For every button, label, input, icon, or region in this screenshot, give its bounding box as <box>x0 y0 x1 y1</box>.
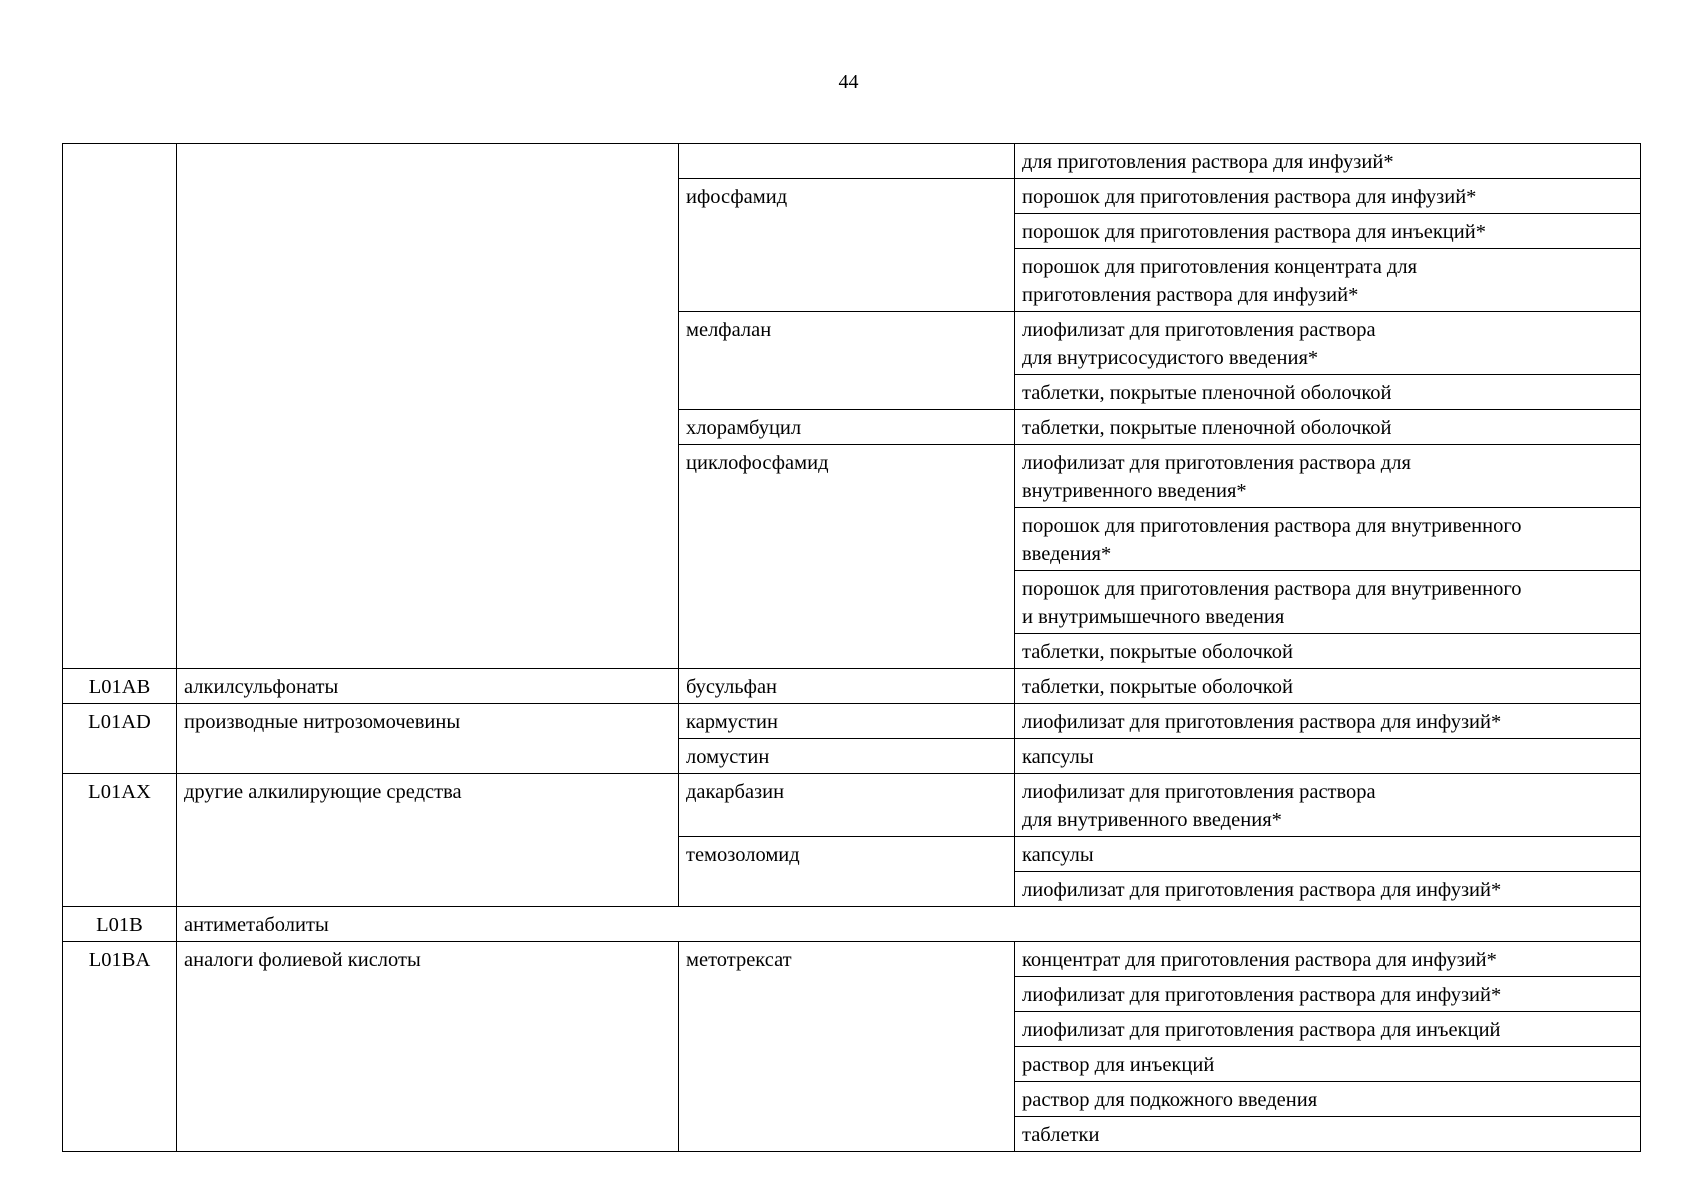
table-row <box>63 669 1641 704</box>
dosage-form-cell: лиофилизат для приготовления раствора для инъекций <box>1015 1012 1641 1047</box>
drug-list-table <box>62 143 1641 1152</box>
dosage-form-cell: лиофилизат для приготовления раствора для внутривенного введения* <box>1015 774 1641 837</box>
group-name-cell: другие алкилирующие средства <box>177 774 679 907</box>
dosage-form-cell: порошок для приготовления раствора для инъекций* <box>1015 214 1641 249</box>
dosage-form-cell: лиофилизат для приготовления раствора для инфузий* <box>1015 704 1641 739</box>
drug-name-cell: ломустин <box>679 739 1015 774</box>
group-name-cell: производные нитрозомочевины <box>177 704 679 774</box>
atc-code-cell: L01AX <box>63 774 177 907</box>
dosage-form-cell: порошок для приготовления концентрата для приготовления раствора для инфузий* <box>1015 249 1641 312</box>
group-name-cell: антиметаболиты <box>177 907 1641 942</box>
atc-code-cell: L01AB <box>63 669 177 704</box>
table-row <box>63 704 1641 739</box>
drug-name-cell: хлорамбуцил <box>679 410 1015 445</box>
table-row <box>63 907 1641 942</box>
dosage-form-cell: капсулы <box>1015 837 1641 872</box>
group-name-cell: алкилсульфонаты <box>177 669 679 704</box>
dosage-form-cell: таблетки, покрытые оболочкой <box>1015 634 1641 669</box>
drug-name-cell: ифосфамид <box>679 179 1015 312</box>
atc-code-cell: L01BA <box>63 942 177 1152</box>
table-row <box>63 942 1641 977</box>
dosage-form-cell: лиофилизат для приготовления раствора для инфузий* <box>1015 872 1641 907</box>
table-row <box>63 774 1641 837</box>
dosage-form-cell: порошок для приготовления раствора для внутривенного введения* <box>1015 508 1641 571</box>
drug-name-cell: дакарбазин <box>679 774 1015 837</box>
drug-name-cell <box>679 144 1015 179</box>
dosage-form-cell: концентрат для приготовления раствора для инфузий* <box>1015 942 1641 977</box>
drug-name-cell: мелфалан <box>679 312 1015 410</box>
drug-name-cell: бусульфан <box>679 669 1015 704</box>
atc-code-cell: L01B <box>63 907 177 942</box>
page-number: 44 <box>838 71 859 93</box>
dosage-form-cell: лиофилизат для приготовления раствора для инфузий* <box>1015 977 1641 1012</box>
atc-code-cell: L01AD <box>63 704 177 774</box>
dosage-form-cell: раствор для подкожного введения <box>1015 1082 1641 1117</box>
atc-code-cell <box>63 144 177 669</box>
dosage-form-cell: таблетки, покрытые оболочкой <box>1015 669 1641 704</box>
dosage-form-cell: капсулы <box>1015 739 1641 774</box>
dosage-form-cell: порошок для приготовления раствора для инфузий* <box>1015 179 1641 214</box>
dosage-form-cell: лиофилизат для приготовления раствора для внутрисосудистого введения* <box>1015 312 1641 375</box>
drug-name-cell: циклофосфамид <box>679 445 1015 669</box>
dosage-form-cell: порошок для приготовления раствора для внутривенного и внутримышечного введения <box>1015 571 1641 634</box>
drug-name-cell: темозоломид <box>679 837 1015 907</box>
dosage-form-cell: лиофилизат для приготовления раствора для внутривенного введения* <box>1015 445 1641 508</box>
dosage-form-cell: для приготовления раствора для инфузий* <box>1015 144 1641 179</box>
dosage-form-cell: таблетки, покрытые пленочной оболочкой <box>1015 410 1641 445</box>
dosage-form-cell: таблетки, покрытые пленочной оболочкой <box>1015 375 1641 410</box>
table-row <box>63 144 1641 179</box>
group-name-cell <box>177 144 679 669</box>
group-name-cell: аналоги фолиевой кислоты <box>177 942 679 1152</box>
dosage-form-cell: раствор для инъекций <box>1015 1047 1641 1082</box>
dosage-form-cell: таблетки <box>1015 1117 1641 1152</box>
drug-name-cell: метотрексат <box>679 942 1015 1152</box>
drug-name-cell: кармустин <box>679 704 1015 739</box>
